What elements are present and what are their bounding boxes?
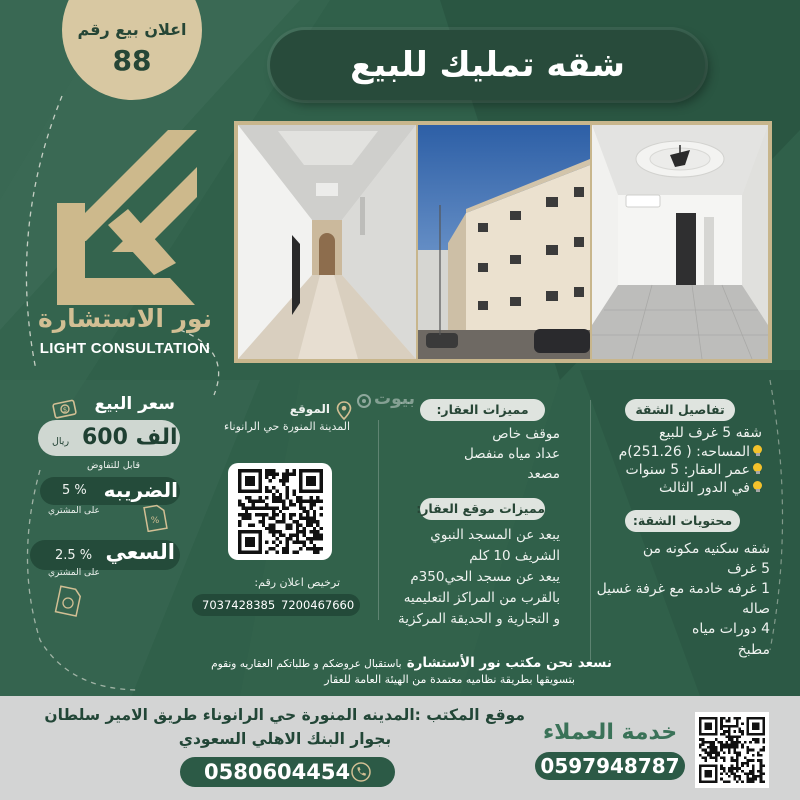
location-feature-item: بالقرب من المراكز التعليميه xyxy=(403,590,560,606)
property-photos xyxy=(234,121,772,363)
office-phone-pill xyxy=(180,757,395,787)
details-title: تفاصيل الشقة xyxy=(625,399,735,421)
commission-label: السعي xyxy=(105,540,175,564)
ad-number-label: اعلان بيع رقم xyxy=(77,20,187,39)
tax-document-icon xyxy=(142,504,168,532)
negotiable-note: قابل للتفاوض xyxy=(87,460,140,471)
contents-item: شقه سكنيه مكونه من xyxy=(642,541,770,557)
feature-item: مصعد xyxy=(527,466,560,482)
brand-name-english: LIGHT CONSULTATION xyxy=(39,340,211,357)
watermark-text: بيوت xyxy=(374,389,416,409)
brand-logo-icon xyxy=(50,125,205,310)
footer-qr-code-box xyxy=(695,712,769,788)
customer-service-phone-pill xyxy=(535,752,685,780)
qr-code-box xyxy=(228,463,332,560)
details-item-text: في الدور الثالث xyxy=(659,480,750,496)
details-item xyxy=(659,480,762,497)
commission-note: على المشتري xyxy=(48,568,100,578)
location-pin-icon xyxy=(336,401,352,420)
contents-title: محتويات الشقة: xyxy=(625,510,740,532)
license-number: 7037428385 xyxy=(202,598,276,612)
license-label: ترخيص اعلان رقم: xyxy=(254,576,340,589)
details-item xyxy=(619,444,762,461)
contents-item: مطبخ xyxy=(737,642,770,658)
license-numbers-pill xyxy=(192,594,360,616)
hallway-photo xyxy=(238,125,416,359)
details-summary: شقه 5 غرف للبيع xyxy=(659,425,762,441)
price-label: سعر البيع xyxy=(94,394,175,414)
room-photo xyxy=(592,125,768,359)
statement-line-2: بتسويقها بطريقة نظاميه معتمدة من الهيئة العامة للعقار xyxy=(324,673,575,686)
bulb-icon xyxy=(753,445,762,457)
column-divider xyxy=(590,400,591,660)
office-phone: 0580604454 xyxy=(204,760,351,784)
contents-item: 1 غرفه خادمة مع غرفة غسيل xyxy=(596,581,770,597)
tax-value: 5 % xyxy=(62,483,87,498)
feature-item: موقف خاص xyxy=(492,426,560,442)
commission-document-icon xyxy=(52,585,84,617)
details-item xyxy=(626,462,762,479)
contents-item: 4 دورات مياه xyxy=(692,621,770,637)
location-label: الموقع xyxy=(289,402,330,416)
building-photo xyxy=(418,125,590,359)
statement-rest: باستقبال عروضكم و طلباتكم العقاريه ونقوم xyxy=(211,658,402,670)
page-title: شقه تمليك للبيع xyxy=(350,45,625,85)
title-banner xyxy=(270,30,705,100)
location-feature-item: و التجارية و الحديقة المركزية xyxy=(398,611,560,627)
contents-item: 5 غرف xyxy=(727,561,770,577)
details-item-text: عمر العقار: 5 سنوات xyxy=(625,462,750,478)
money-icon xyxy=(52,398,78,420)
brand-name-arabic: نور الاستشارة xyxy=(37,304,213,333)
customer-service-label: خدمة العملاء xyxy=(542,720,678,745)
bulb-icon xyxy=(753,481,762,493)
features-title: مميزات العقار: xyxy=(420,399,545,421)
price-amount: 600 الف xyxy=(82,425,178,450)
details-item-text: المساحه: ( 251.26)م xyxy=(618,444,750,460)
license-number: 7200467660 xyxy=(281,598,355,612)
svg-text:$: $ xyxy=(62,406,68,414)
footer-qr-code xyxy=(699,717,765,783)
location-feature-item: يبعد عن مسجد الحي350م xyxy=(410,569,560,585)
bulb-icon xyxy=(753,463,762,475)
watermark-icon xyxy=(356,393,372,409)
location-value: المدينة المنورة حي الرانوناء xyxy=(224,420,350,433)
tax-note: على المشتري xyxy=(48,506,100,516)
commission-value: 2.5 % xyxy=(55,548,93,563)
location-features-title: مميزات موقع العقار: xyxy=(420,498,545,520)
ad-number: 88 xyxy=(112,44,152,77)
svg-text:%: % xyxy=(150,516,160,526)
office-address-line-1: موقع المكتب :المدينه المنورة حي الرانوناء طريق الامير سلطان xyxy=(44,706,525,724)
statement-line-1 xyxy=(211,652,612,671)
feature-item: عداد مياه منفصل xyxy=(463,446,560,462)
column-divider xyxy=(378,420,379,620)
office-address-line-2: بجوار البنك الاهلي السعودي xyxy=(178,730,392,748)
customer-service-phone: 0597948787 xyxy=(540,754,680,778)
qr-code xyxy=(238,469,323,554)
currency: ريال xyxy=(52,436,70,447)
statement-highlight: نسعد نحن مكتب نور الأستشارة xyxy=(406,655,612,671)
location-feature-item: الشريف 10 كلم xyxy=(469,548,560,564)
phone-icon xyxy=(350,761,372,783)
location-feature-item: يبعد عن المسجد النبوي xyxy=(430,527,560,543)
contents-item: صاله xyxy=(742,601,770,617)
price-pill xyxy=(38,420,180,456)
tax-label: الضريبه xyxy=(103,478,178,502)
